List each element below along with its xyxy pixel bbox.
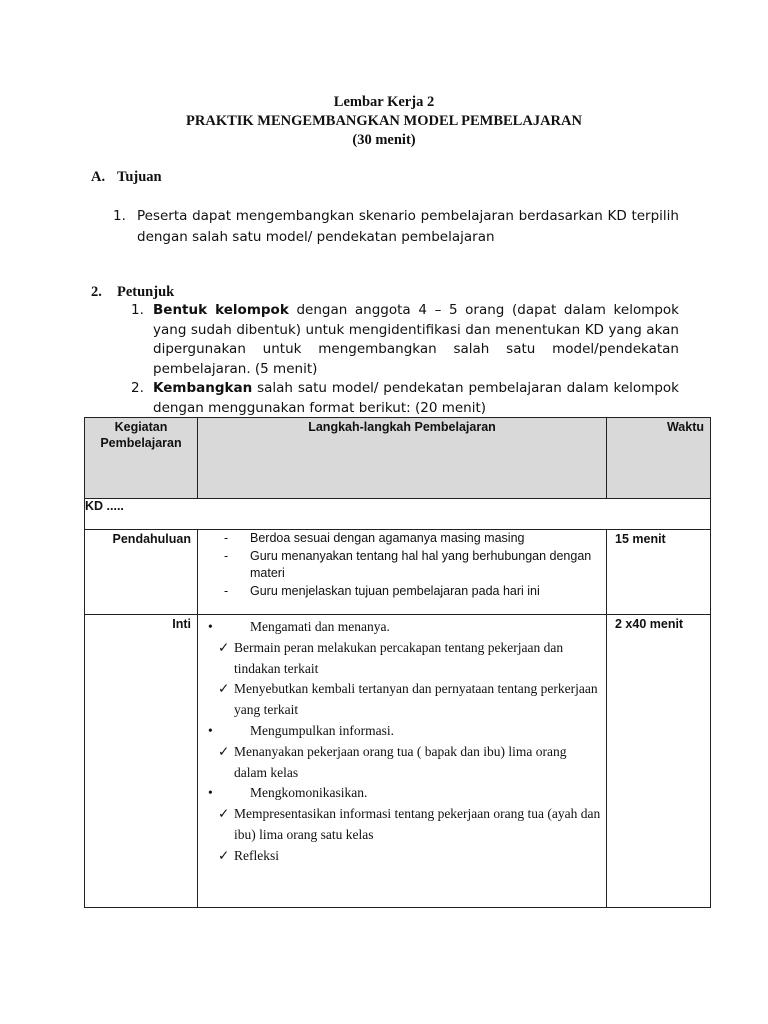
table-row-pendahuluan xyxy=(85,530,711,615)
petunjuk-item xyxy=(131,301,679,379)
list-item xyxy=(224,583,606,601)
header-subtitle: PRAKTIK MENGEMBANGKAN MODEL PEMBELAJARAN xyxy=(186,113,582,129)
petunjuk-item-text: dengan anggota 4 – 5 orang (dapat dalam kelompok yang sudah dibentuk) untuk mengidentifikasi dan menentukan KD yang akan dipergunakan untuk mengembangkan salah satu model/pendekatan pembelajaran. (5 menit) xyxy=(153,302,679,377)
list-item-text: Guru menanyakan tentang hal hal yang berhubungan dengan materi xyxy=(250,548,592,580)
pendahuluan-list xyxy=(198,530,606,600)
petunjuk-list xyxy=(131,301,679,418)
step-text: Menyebutkan kembali tertanyan dan pernyataan tentang perkerjaan yang terkait xyxy=(234,681,598,718)
row-time: 2 x40 menit xyxy=(607,615,711,908)
tujuan-item xyxy=(113,206,679,248)
dash-marker: - xyxy=(224,583,229,598)
step-text: Mengumpulkan informasi. xyxy=(250,722,394,738)
header-duration: (30 menit) xyxy=(352,132,416,148)
step-item xyxy=(198,638,602,680)
step-item xyxy=(198,721,602,742)
row-steps xyxy=(198,615,607,908)
step-text: Menanyakan pekerjaan orang tua ( bapak dan ibu) lima orang dalam kelas xyxy=(234,743,567,780)
step-item xyxy=(198,846,602,867)
petunjuk-item-bold: Kembangkan xyxy=(153,380,253,396)
list-item xyxy=(224,548,606,583)
check-icon: ✓ xyxy=(218,743,230,759)
step-item xyxy=(198,804,602,846)
section-2-number: 2. xyxy=(91,284,102,300)
section-a-number: A. xyxy=(91,169,106,185)
petunjuk-item xyxy=(131,379,679,418)
dash-marker: - xyxy=(224,548,229,563)
header-waktu: Waktu xyxy=(607,418,711,499)
step-text: Mempresentasikan informasi tentang pekerjaan orang tua (ayah dan ibu) lima orang satu kelas xyxy=(234,806,601,842)
bullet-icon: • xyxy=(208,722,213,738)
document-header xyxy=(0,93,768,150)
step-item xyxy=(198,617,602,638)
section-2-heading xyxy=(91,284,174,301)
step-text: Refleksi xyxy=(234,847,279,863)
section-2-title: Petunjuk xyxy=(117,284,175,300)
petunjuk-item-number: 1. xyxy=(131,302,144,318)
section-a-title: Tujuan xyxy=(117,169,162,185)
bullet-icon: • xyxy=(208,785,213,801)
step-text: Bermain peran melakukan percakapan tentang pekerjaan dan tindakan terkait xyxy=(234,639,564,676)
row-label: Pendahuluan xyxy=(85,530,198,615)
step-text: Mengamati dan menanya. xyxy=(250,619,390,634)
petunjuk-item-text: salah satu model/ pendekatan pembelajaran dalam kelompok dengan menggunakan format berikut: (20 menit) xyxy=(153,380,679,416)
header-title: Lembar Kerja 2 xyxy=(333,94,435,110)
lesson-steps-table xyxy=(84,417,711,908)
table-header-row xyxy=(85,418,711,499)
row-time: 15 menit xyxy=(607,530,711,615)
row-label: Inti xyxy=(85,615,198,908)
header-langkah: Langkah-langkah Pembelajaran xyxy=(198,418,607,499)
tujuan-item-text: Peserta dapat mengembangkan skenario pembelajaran berdasarkan KD terpilih dengan salah satu model/ pendekatan pembelajaran xyxy=(137,208,679,245)
step-item xyxy=(198,679,602,721)
check-icon: ✓ xyxy=(218,681,230,697)
table-row-kd xyxy=(85,499,711,530)
list-item-text: Berdoa sesuai dengan agamanya masing masing xyxy=(250,531,525,545)
step-text: Mengkomonikasikan. xyxy=(250,785,368,801)
bullet-icon: • xyxy=(208,619,213,634)
table-row-inti xyxy=(85,615,711,908)
check-icon: ✓ xyxy=(218,847,230,863)
dash-marker: - xyxy=(224,531,229,545)
petunjuk-item-number: 2. xyxy=(131,380,144,396)
step-item xyxy=(198,783,602,804)
kd-cell: KD ..... xyxy=(85,499,711,530)
petunjuk-item-bold: Bentuk kelompok xyxy=(153,302,289,318)
check-icon: ✓ xyxy=(218,806,230,822)
list-item-text: Guru menjelaskan tujuan pembelajaran pada hari ini xyxy=(250,583,540,598)
check-icon: ✓ xyxy=(218,639,230,655)
tujuan-item-number: 1. xyxy=(113,208,126,224)
section-a-heading xyxy=(91,169,162,186)
header-kegiatan: Kegiatan Pembelajaran xyxy=(85,418,198,499)
row-steps xyxy=(198,530,607,615)
list-item xyxy=(224,530,606,548)
step-item xyxy=(198,742,602,784)
